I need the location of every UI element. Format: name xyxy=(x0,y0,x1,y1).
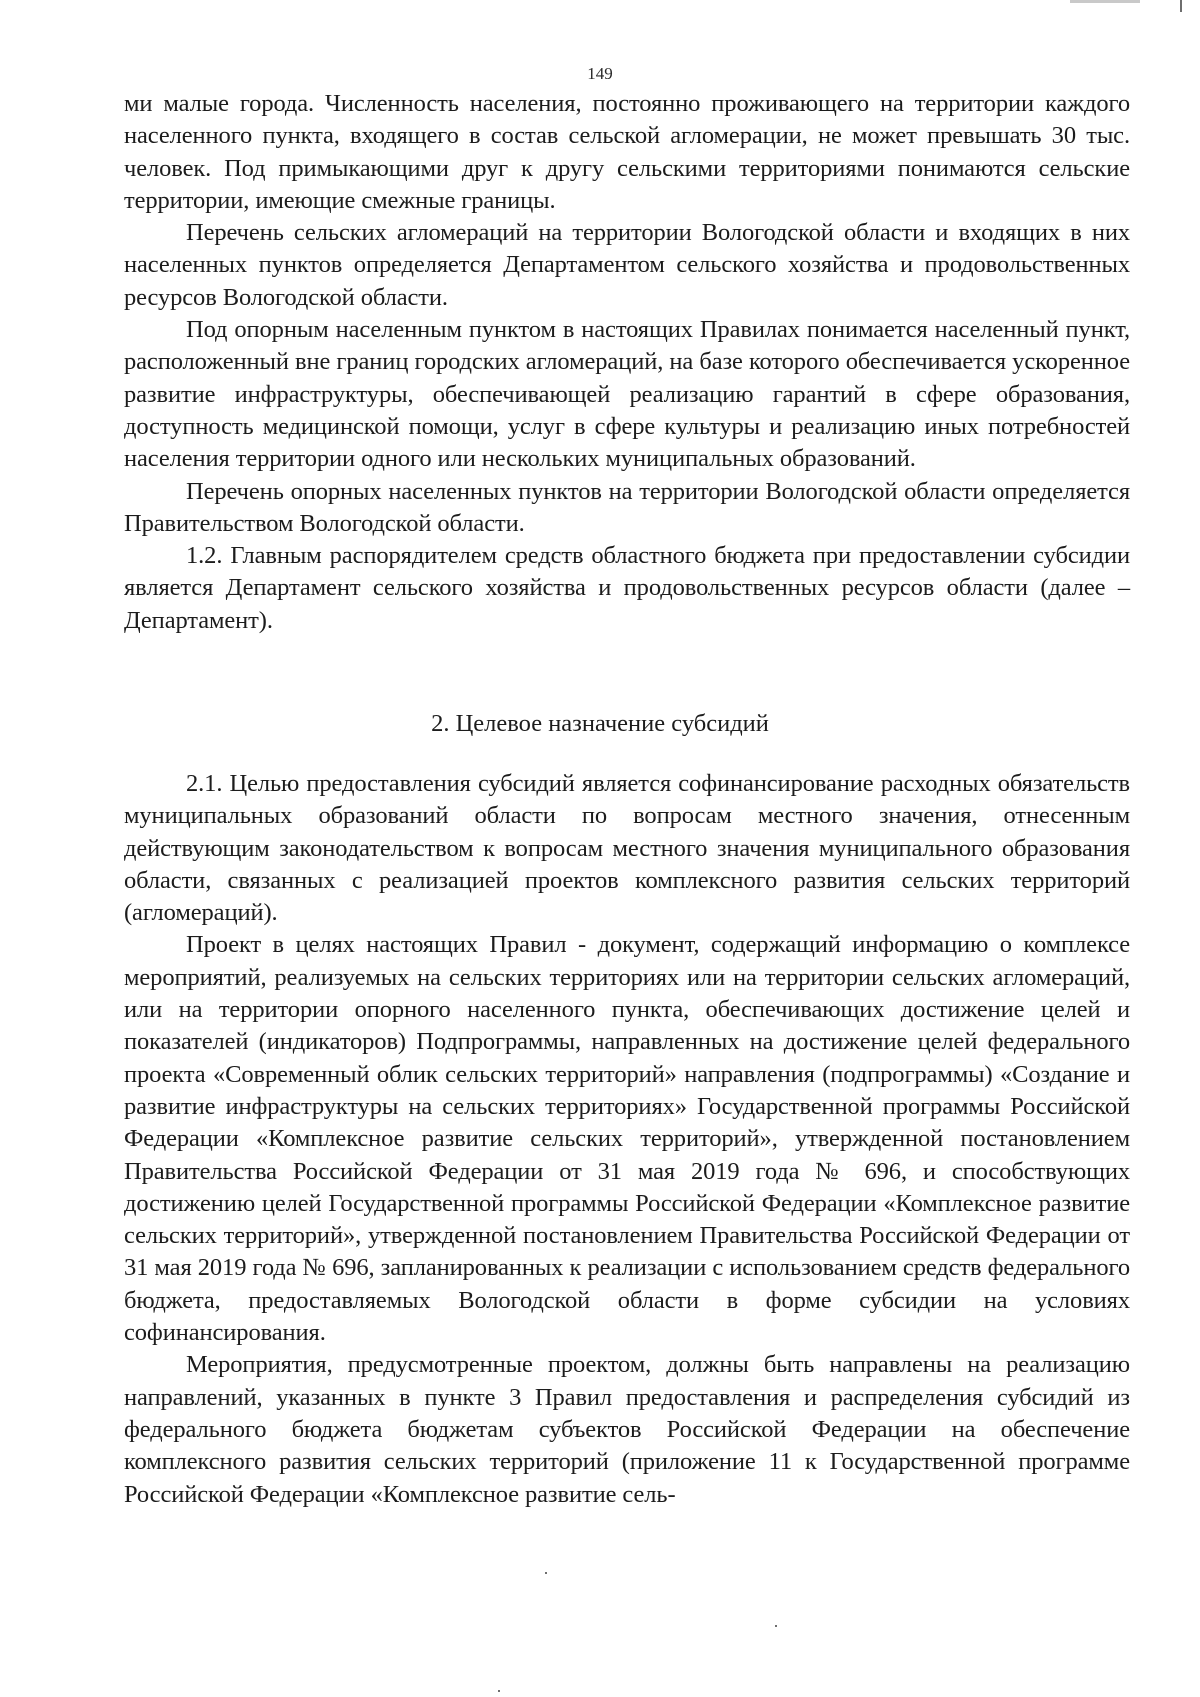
paragraph: ми малые города. Численность населения, постоянно проживающего на территории каждого населенного пункта, входящего в состав сельской агломерации, не может превышать 30 тыс. человек. Под примыкающими друг к другу сельскими территориями понимаются сельские территории, имеющие смежные границы. xyxy=(124,90,1130,214)
scan-smudge xyxy=(1070,0,1140,3)
paragraph: Перечень опорных населенных пунктов на территории Вологодской области определяется Правительством Вологодской области. xyxy=(124,477,1130,537)
paragraph: Под опорным населенным пунктом в настоящих Правилах понимается населенный пункт, расположенный вне границ городских агломераций, на базе которого обеспечивается ускоренное развитие инфраструктуры, обеспечивающей реализацию гарантий в сфере образования, доступность медицинской помощи, услуг в сфере культуры и реализацию иных потребностей населения территории одного или нескольких муниципальных образований. xyxy=(124,316,1130,473)
paragraph: Проект в целях настоящих Правил - документ, содержащий информацию о комплексе мероприятий, реализуемых на сельских территориях или на территории сельских агломераций, или на территории опорного населенного пункта, обеспечивающих достижение целей и показателей (индикаторов) Подпрограммы, направленных на достижение целей федерального проекта «Современный облик сельских территорий» направления (подпрограммы) «Создание и развитие инфраструктуры на сельских территориях» Государственной программы Российской Федерации «Комплексное развитие сельских территорий», утвержденной постановлением Правительства Российской Федерации от 31 мая 2019 года № 696, и способствующих достижению целей Государственной программы Российской Федерации «Комплексное развитие сельских территорий», утвержденной постановлением Правительства Российской Федерации от 31 мая 2019 года № 696, запланированных к реализации с использованием средств федерального бюджета, предоставляемых Вологодской области в форме субсидии на условиях софинансирования. xyxy=(124,931,1130,1347)
paragraph: Перечень сельских агломераций на территории Вологодской области и входящих в них населенных пунктов определяется Департаментом сельского хозяйства и продовольственных ресурсов Вологодской области. xyxy=(124,219,1130,311)
page-number: 149 xyxy=(587,64,613,83)
section-heading: 2. Целевое назначение субсидий xyxy=(431,710,769,737)
text-block-before-heading xyxy=(124,88,1130,637)
paragraph: 1.2. Главным распорядителем средств областного бюджета при предоставлении субсидии является Департамент сельского хозяйства и продовольственных ресурсов области (далее – Департамент). xyxy=(124,542,1130,634)
paragraph: Мероприятия, предусмотренные проектом, должны быть направлены на реализацию направлений, указанных в пункте 3 Правил предоставления и распределения субсидий из федерального бюджета бюджетам субъектов Российской Федерации на обеспечение комплексного развития сельских территорий (приложение 11 к Государственной программе Российской Федерации «Комплексное развитие сель- xyxy=(124,1351,1130,1508)
scan-speck xyxy=(498,1690,500,1692)
scan-speck xyxy=(775,1625,777,1627)
text-block-after-heading xyxy=(124,768,1130,1511)
scan-edge-mark xyxy=(1180,0,1182,12)
scan-speck xyxy=(545,1572,547,1574)
paragraph: 2.1. Целью предоставления субсидий является софинансирование расходных обязательств муниципальных образований области по вопросам местного значения, отнесенным действующим законодательством к вопросам местного значения муниципального образования области, связанных с реализацией проектов комплексного развития сельских территорий (агломераций). xyxy=(124,770,1130,927)
